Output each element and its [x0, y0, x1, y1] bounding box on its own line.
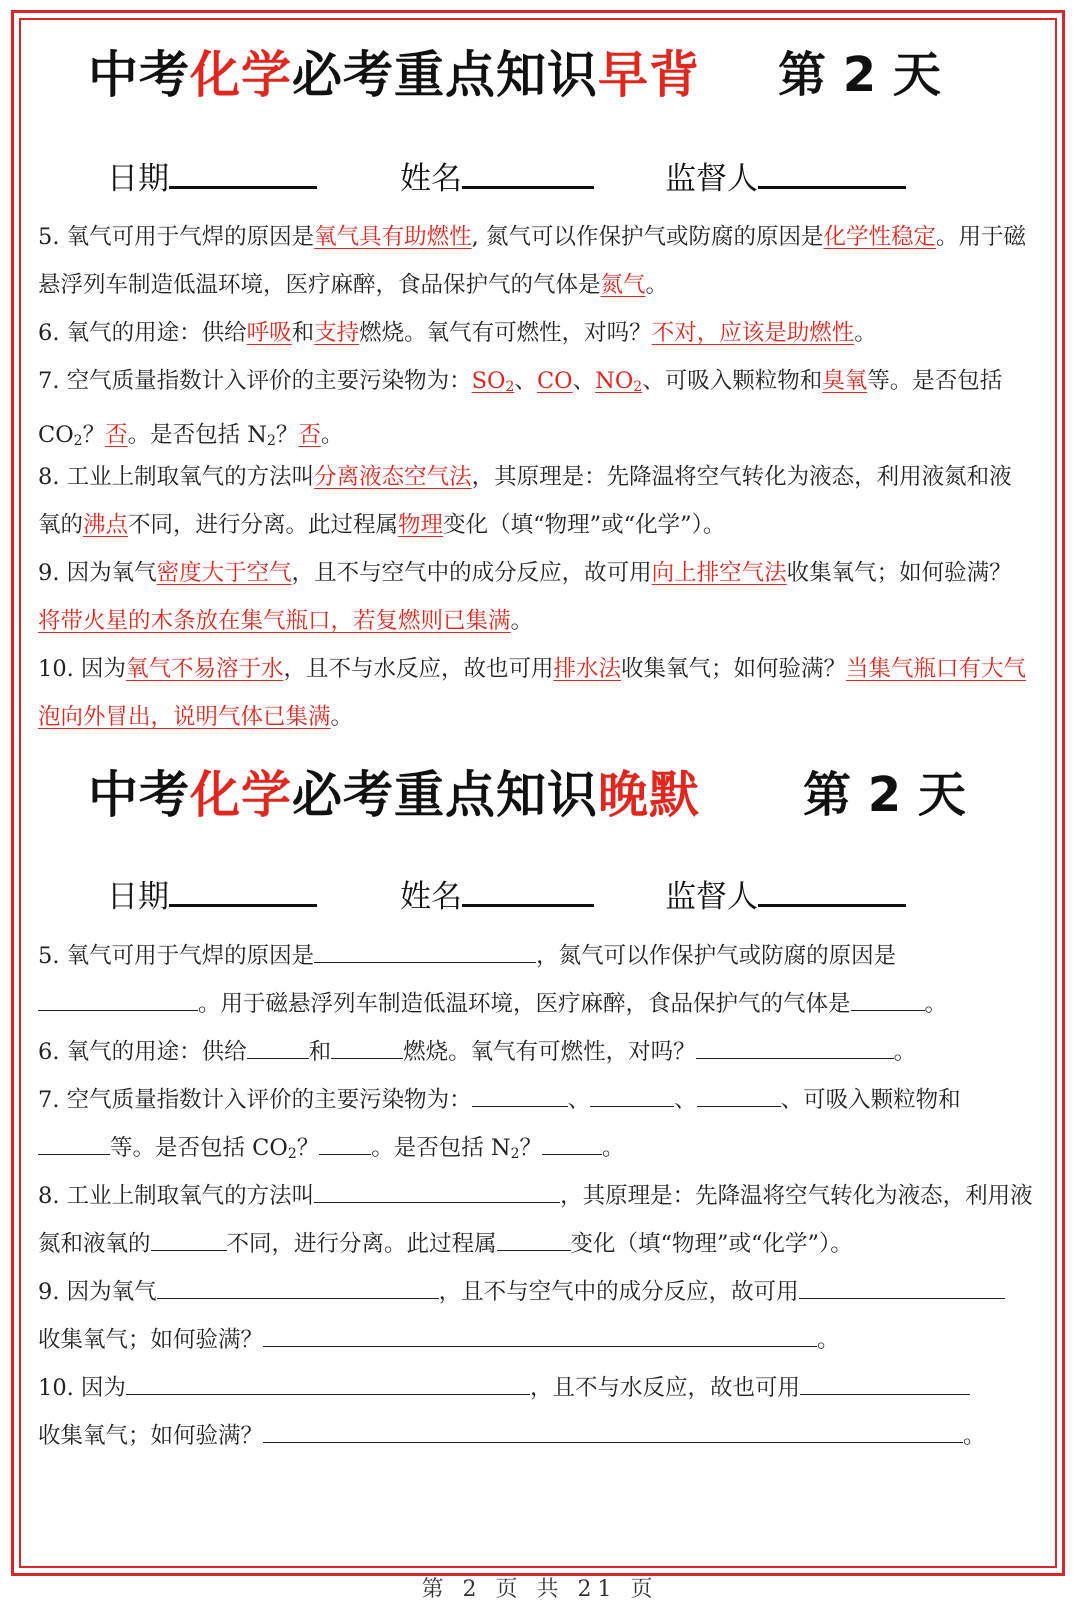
fill-blank[interactable]: [472, 1083, 568, 1107]
fill-blank[interactable]: [247, 1035, 309, 1059]
answer: 臭氧: [822, 368, 868, 394]
text: 。用于磁悬浮列车制造低温环境，医疗麻醉，食品保护气的气体是: [198, 991, 851, 1017]
title-highlight: 早背: [598, 46, 700, 104]
answer: 呼吸: [246, 320, 292, 346]
fill-blank[interactable]: [314, 1179, 560, 1203]
text: 。: [893, 1039, 917, 1065]
answer: 沸点: [83, 512, 129, 538]
evening-q9: [38, 1268, 1034, 1364]
text: 。: [602, 1135, 625, 1161]
evening-q8: [38, 1172, 1034, 1268]
text: 、可吸入颗粒物和: [642, 368, 823, 394]
text: 和: [291, 320, 315, 346]
morning-q8: [38, 453, 1034, 549]
text: 等。是否包括 CO: [38, 368, 1003, 448]
fill-blank[interactable]: [542, 1131, 602, 1155]
answer: 否: [298, 422, 321, 448]
fill-blank[interactable]: [38, 1131, 110, 1155]
text: 。是否包括 N: [371, 1135, 511, 1161]
text: 。: [330, 704, 354, 730]
text: ，且不与空气中的成分反应，故可用: [291, 560, 652, 586]
evening-name-field: [400, 872, 594, 922]
text: 收集氧气；如何验满？: [620, 656, 846, 682]
text: 。: [645, 272, 669, 298]
text: 10. 因为: [38, 1375, 126, 1401]
fill-blank[interactable]: [263, 1323, 817, 1347]
fill-blank[interactable]: [263, 1419, 963, 1443]
fill-blank[interactable]: [319, 1131, 371, 1155]
text: 、: [674, 1087, 697, 1113]
text: 。: [854, 320, 877, 346]
page-footer: 第 2 页 共 21 页: [421, 1577, 659, 1602]
supervisor-label: 监督人: [665, 161, 758, 197]
morning-q6: [38, 309, 1034, 357]
text: 8. 工业上制取氧气的方法叫: [38, 1183, 315, 1209]
text: 不同，进行分离。此过程属: [128, 512, 399, 538]
title-part: 必考重点知识: [292, 766, 598, 824]
date-blank[interactable]: [169, 875, 317, 907]
text: 5. 氧气可用于气焊的原因是: [38, 224, 315, 250]
date-blank: [169, 157, 317, 189]
text: ？: [519, 1135, 543, 1161]
text: 9. 因为氧气: [38, 560, 157, 586]
text: 收集氧气；如何验满？: [38, 1423, 264, 1449]
answer: [595, 368, 642, 394]
text: , 氮气可以作保护气或防腐的原因是: [471, 224, 824, 250]
fill-blank[interactable]: [590, 1083, 674, 1107]
answer: 支持: [314, 320, 360, 346]
text: 燃烧。氧气有可燃性，对吗？: [403, 1039, 696, 1065]
text: 7. 空气质量指数计入评价的主要污染物为：: [38, 1087, 472, 1113]
text: ，且不与水反应，故也可用: [283, 656, 554, 682]
text: ？: [82, 422, 106, 448]
text: 、: [514, 368, 537, 394]
text: 5. 氧气可用于气焊的原因是: [38, 943, 315, 969]
morning-name-field: [400, 154, 594, 204]
text: 9. 因为氧气: [38, 1279, 157, 1305]
fill-blank[interactable]: [851, 987, 925, 1011]
answer: 物理: [398, 512, 444, 538]
answer: 氮气: [600, 272, 646, 298]
formula: SO: [471, 368, 506, 394]
supervisor-label: 监督人: [665, 879, 758, 915]
text: 6. 氧气的用途：供给: [38, 320, 247, 346]
answer: 当集气瓶口有大气泡向外冒出，说明气体已集满: [38, 656, 1027, 730]
text: 。用于磁悬浮列车制造低温环境，医疗麻醉，食品保护气的气体是: [38, 224, 1026, 298]
answer: 化学性稳定: [823, 224, 936, 250]
fill-blank[interactable]: [157, 1275, 439, 1299]
text: ，其原理是：先降温将空气转化为液态，利用液氮和液氧的: [38, 464, 1012, 538]
morning-title: [88, 40, 700, 110]
text: 、: [567, 1087, 591, 1113]
fill-blank[interactable]: [799, 1275, 1005, 1299]
fill-blank[interactable]: [38, 987, 198, 1011]
fill-blank[interactable]: [314, 939, 536, 963]
text: 燃烧。氧气有可燃性，对吗？: [359, 320, 652, 346]
fill-blank[interactable]: [331, 1035, 403, 1059]
name-blank[interactable]: [462, 875, 594, 907]
text: 等。是否包括 CO: [110, 1135, 288, 1161]
evening-supervisor-field: [665, 872, 906, 922]
supervisor-blank[interactable]: [758, 875, 906, 907]
title-highlight: 化学: [190, 766, 292, 824]
answer: 密度大于空气: [156, 560, 292, 586]
subscript: 2: [505, 379, 515, 395]
answer: 不对，应该是助燃性: [651, 320, 855, 346]
text: 。: [320, 422, 344, 448]
text: 收集氧气；如何验满？: [38, 1327, 264, 1353]
morning-q5: [38, 213, 1034, 309]
morning-q9: [38, 549, 1034, 645]
text: ，且不与空气中的成分反应，故可用: [438, 1279, 799, 1305]
supervisor-blank: [758, 157, 906, 189]
text: 变化（填“物理”或“化学”）。: [443, 512, 726, 538]
text: 。是否包括 N: [127, 422, 267, 448]
answer: 排水法: [553, 656, 621, 682]
answer: 向上排空气法: [651, 560, 787, 586]
date-label: 日期: [107, 161, 169, 197]
fill-blank[interactable]: [497, 1227, 571, 1251]
text: ？: [296, 1135, 320, 1161]
subscript: 2: [266, 433, 276, 449]
name-label: 姓名: [400, 879, 462, 915]
text: 和: [308, 1039, 332, 1065]
title-highlight: 化学: [190, 46, 292, 104]
evening-date-field: [107, 872, 317, 922]
text: 8. 工业上制取氧气的方法叫: [38, 464, 315, 490]
evening-q10: [38, 1364, 1034, 1460]
title-highlight: 晚默: [598, 766, 700, 824]
subscript: 2: [510, 1146, 520, 1162]
text: 7. 空气质量指数计入评价的主要污染物为：: [38, 368, 472, 394]
text: 、可吸入颗粒物和: [780, 1087, 961, 1113]
evening-title: [88, 760, 700, 830]
title-part: 必考重点知识: [292, 46, 598, 104]
evening-q6: [38, 1028, 1034, 1076]
text: 不同，进行分离。此过程属: [226, 1231, 497, 1257]
answer: 将带火星的木条放在集气瓶口，若复燃则已集满: [38, 608, 511, 634]
answer: 氧气具有助燃性: [314, 224, 472, 250]
evening-q5: [38, 932, 1034, 1028]
title-part: 中考: [88, 46, 190, 104]
text: 。: [817, 1327, 840, 1353]
answer: 分离液态空气法: [314, 464, 472, 490]
morning-q10: [38, 645, 1034, 741]
text: ，且不与水反应，故也可用: [529, 1375, 800, 1401]
fill-blank[interactable]: [800, 1371, 970, 1395]
morning-q7: [38, 357, 1034, 465]
formula: NO: [595, 368, 634, 394]
text: 。: [963, 1423, 986, 1449]
fill-blank[interactable]: [696, 1035, 894, 1059]
fill-blank[interactable]: [697, 1083, 781, 1107]
text: 。: [510, 608, 534, 634]
answer: CO: [536, 368, 573, 394]
fill-blank[interactable]: [151, 1227, 227, 1251]
title-part: 中考: [88, 766, 190, 824]
morning-day-label: 第 2 天: [778, 47, 941, 103]
name-blank: [462, 157, 594, 189]
morning-date-field: [107, 154, 317, 204]
subscript: 2: [287, 1146, 297, 1162]
text: 变化（填“物理”或“化学”）。: [570, 1231, 853, 1257]
date-label: 日期: [107, 879, 169, 915]
text: ？: [275, 422, 299, 448]
text: ，其原理是：先降温将空气转化为液态，利用液氮和液氧的: [38, 1183, 1033, 1257]
answer: 否: [105, 422, 128, 448]
morning-supervisor-field: [665, 154, 906, 204]
fill-blank[interactable]: [126, 1371, 530, 1395]
text: 。: [924, 991, 948, 1017]
evening-day-label: 第 2 天: [803, 767, 966, 823]
evening-q7: [38, 1076, 1034, 1178]
text: 10. 因为: [38, 656, 126, 682]
text: ，氮气可以作保护气或防腐的原因是: [536, 943, 897, 969]
text: 收集氧气；如何验满？: [786, 560, 1012, 586]
subscript: 2: [633, 379, 643, 395]
answer: [472, 368, 515, 394]
text: 、: [572, 368, 596, 394]
text: 6. 氧气的用途：供给: [38, 1039, 247, 1065]
subscript: 2: [73, 433, 83, 449]
answer: 氧气不易溶于水: [125, 656, 284, 682]
name-label: 姓名: [400, 161, 462, 197]
